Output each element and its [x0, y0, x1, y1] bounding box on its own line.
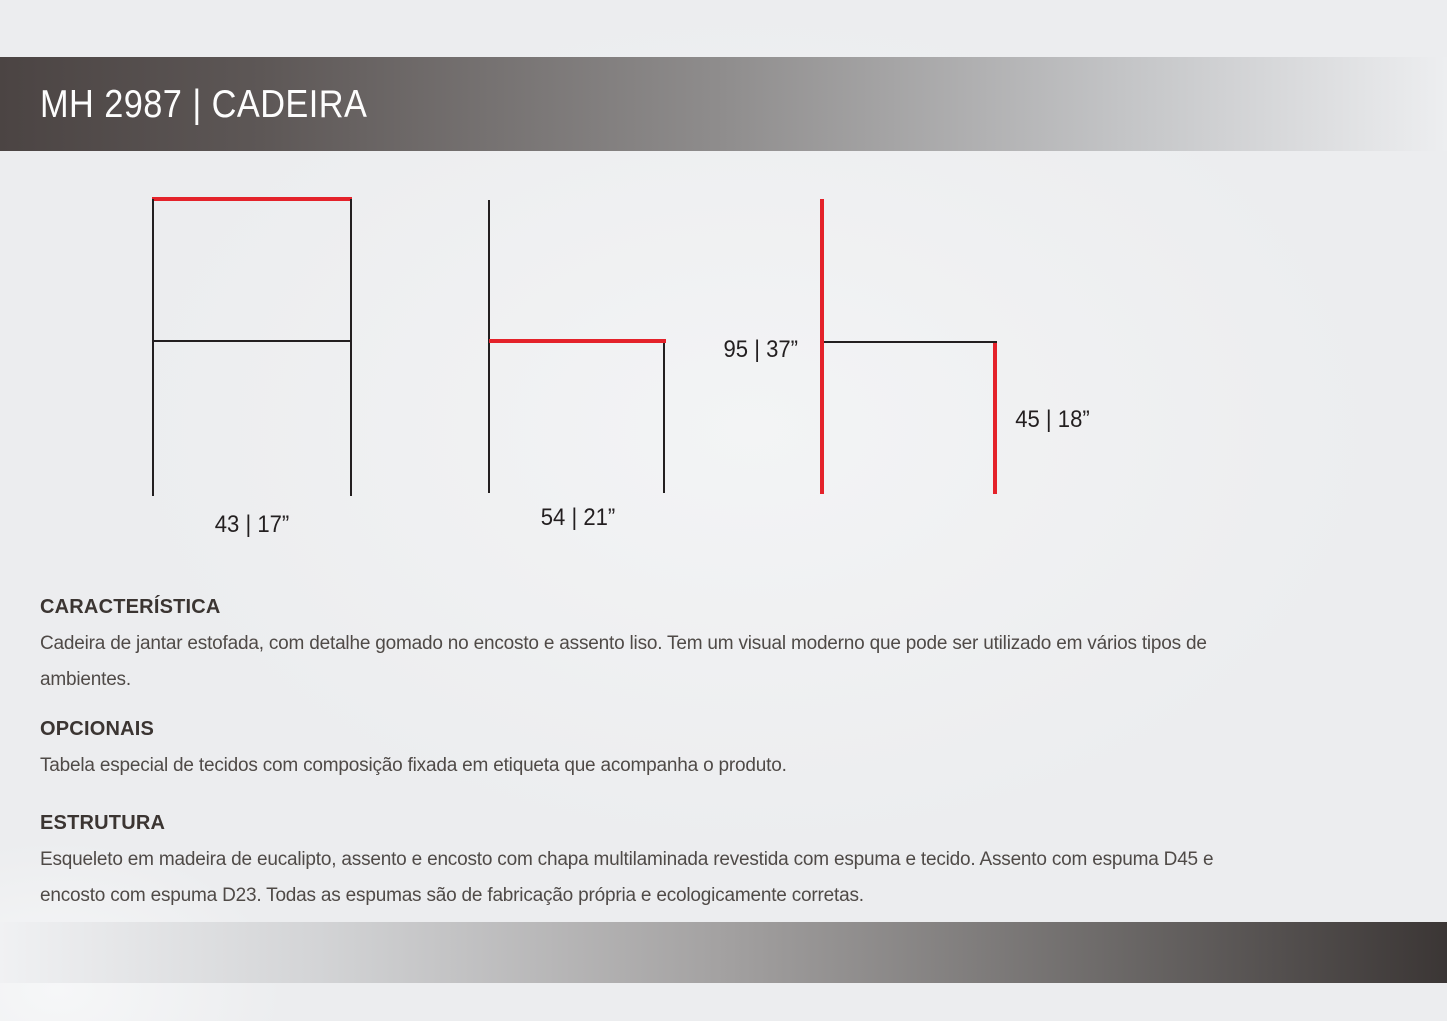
- side-view-back-line: [488, 200, 490, 493]
- front-view-left-leg-line: [152, 199, 154, 496]
- section-heading: OPCIONAIS: [40, 718, 155, 740]
- section-body: Cadeira de jantar estofada, com detalhe gomado no encosto e assento liso. Tem um visual moderno que pode ser utilizado em vários tipos de ambientes.: [40, 633, 1207, 690]
- profile-seat-line: [824, 341, 997, 343]
- section-heading: ESTRUTURA: [40, 812, 166, 834]
- section-heading: CARACTERÍSTICA: [40, 596, 221, 618]
- footer-bar: [0, 922, 1447, 983]
- side-view-seat-highlight: [489, 339, 666, 343]
- front-view-top-edge-highlight: [152, 197, 352, 201]
- section-estrutura: [40, 810, 1225, 914]
- section-opcionais: [40, 716, 1225, 784]
- section-body: Tabela especial de tecidos com composição fixada em etiqueta que acompanha o produto.: [40, 755, 787, 776]
- section-body: Esqueleto em madeira de eucalipto, assento e encosto com chapa multilaminada revestida com espuma e tecido. Assento com espuma D45 e encosto com espuma D23. Todas as espumas são de fabricação própria e ecologicamente corretas.: [40, 849, 1214, 906]
- front-view-seat-line: [152, 340, 352, 342]
- front-view-right-leg-line: [350, 199, 352, 496]
- profile-back-height-highlight: [820, 199, 824, 494]
- side-view-front-leg-line: [663, 343, 665, 493]
- section-caracteristica: [40, 594, 1225, 698]
- profile-seat-height-highlight: [993, 343, 997, 494]
- profile-total-height-label: 95 | 37”: [723, 336, 798, 363]
- header-bar: [0, 57, 1447, 151]
- front-view-width-label: 43 | 17”: [214, 511, 290, 538]
- side-view-depth-label: 54 | 21”: [540, 504, 616, 531]
- page-title: MH 2987 | CADEIRA: [40, 83, 368, 126]
- profile-seat-height-label: 45 | 18”: [1015, 406, 1090, 433]
